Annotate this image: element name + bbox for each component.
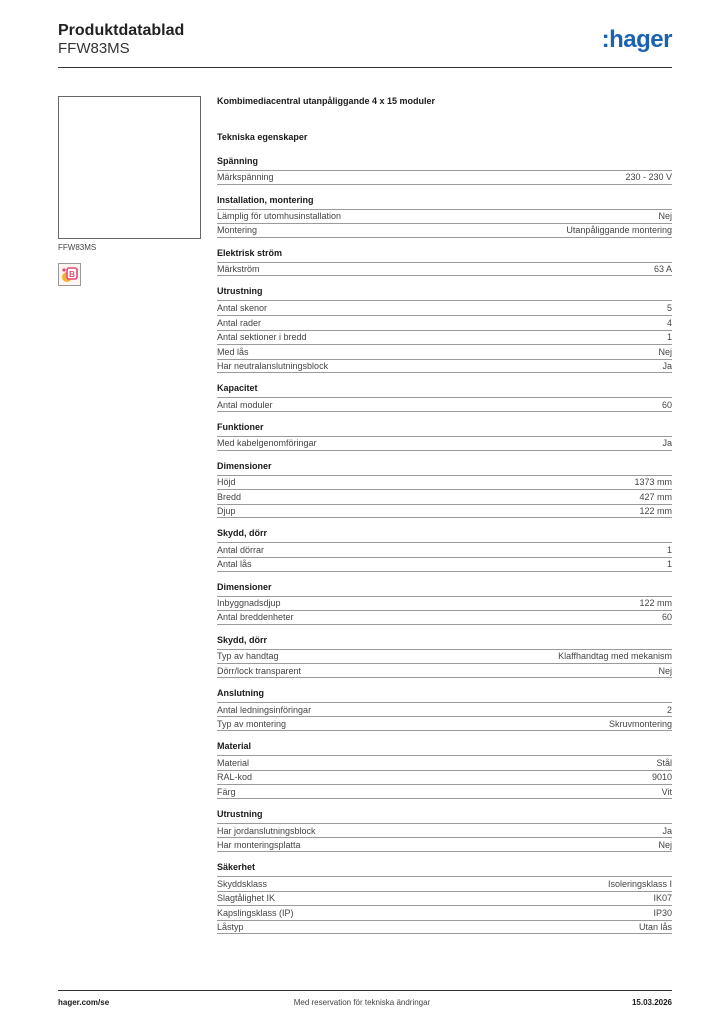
spec-row (217, 837, 672, 852)
spec-section (217, 422, 672, 451)
spec-value: Isoleringsklass I (607, 878, 672, 889)
spec-value: 1 (666, 559, 672, 570)
spec-value: Stål (656, 757, 672, 768)
spec-row (217, 223, 672, 238)
spec-row (217, 920, 672, 935)
spec-label: Material (217, 757, 250, 768)
spec-value: Ja (662, 361, 672, 372)
spec-row (217, 755, 672, 770)
spec-label: Märkström (217, 264, 260, 275)
spec-value: 60 (661, 399, 672, 410)
spec-row (217, 504, 672, 519)
spec-value: 1373 mm (634, 477, 672, 488)
spec-label: RAL-kod (217, 772, 253, 783)
spec-value: 2 (666, 704, 672, 715)
spec-value: Klaffhandtag med mekanism (558, 651, 672, 662)
spec-value: 5 (666, 303, 672, 314)
spec-row (217, 876, 672, 891)
spec-label: Antal sektioner i bredd (217, 332, 307, 343)
spec-label: Har jordanslutningsblock (217, 825, 316, 836)
spec-value: IP30 (653, 908, 672, 919)
spec-row (217, 359, 672, 374)
svg-text:B: B (69, 270, 75, 279)
spec-label: Bredd (217, 491, 242, 502)
spec-label: Montering (217, 225, 258, 236)
spec-label: Har monteringsplatta (217, 839, 301, 850)
spec-row (217, 262, 672, 277)
spec-row (217, 784, 672, 799)
spec-value: Ja (662, 438, 672, 449)
spec-value: 122 mm (639, 598, 672, 609)
spec-label: Antal ledningsinföringar (217, 704, 312, 715)
spec-value: 9010 (651, 772, 672, 783)
spec-row (217, 344, 672, 359)
spec-value: Nej (658, 346, 672, 357)
features-heading: Tekniska egenskaper (217, 132, 308, 142)
document-title: Produktdatablad (58, 22, 185, 39)
product-image (58, 96, 201, 239)
spec-value: 4 (666, 317, 672, 328)
spec-label: Inbyggnadsdjup (217, 598, 281, 609)
spec-label: Dörr/lock transparent (217, 665, 302, 676)
spec-value: 1 (666, 332, 672, 343)
header-divider (58, 67, 672, 68)
spec-row (217, 557, 672, 572)
spec-section-title: Funktioner (217, 421, 264, 432)
product-description: Kombimediacentral utanpåliggande 4 x 15 moduler (217, 96, 436, 106)
spec-row (217, 702, 672, 717)
spec-section-title: Installation, montering (217, 194, 314, 205)
spec-row (217, 542, 672, 557)
spec-row (217, 209, 672, 224)
spec-value: Ja (662, 825, 672, 836)
spec-label: Låstyp (217, 922, 244, 933)
product-image-caption: FFW83MS (58, 243, 97, 252)
spec-row (217, 610, 672, 625)
spec-row (217, 823, 672, 838)
spec-label: Typ av handtag (217, 651, 279, 662)
spec-label: Antal rader (217, 317, 262, 328)
spec-label: Med lås (217, 346, 249, 357)
spec-section-title: Skydd, dörr (217, 634, 268, 645)
spec-label: Med kabelgenomföringar (217, 438, 317, 449)
spec-label: Färg (217, 786, 236, 797)
spec-section-title: Spänning (217, 156, 258, 166)
spec-section (217, 286, 672, 373)
spec-section (217, 528, 672, 571)
spec-row (217, 489, 672, 504)
product-content (217, 96, 672, 944)
spec-value: 1 (666, 545, 672, 556)
page-header (58, 20, 672, 68)
hager-logo: :hager (601, 26, 672, 53)
spec-section-title: Skydd, dörr (217, 528, 268, 539)
specification-sections (217, 156, 672, 934)
spec-label: Slagtålighet IK (217, 893, 276, 904)
spec-value: Skruvmontering (608, 718, 672, 729)
spec-label: Djup (217, 506, 236, 517)
spec-row (217, 330, 672, 345)
spec-section (217, 156, 672, 185)
spec-value: Utan lås (638, 922, 672, 933)
spec-label: Antal lås (217, 559, 252, 570)
spec-value: 427 mm (639, 491, 672, 502)
product-code: FFW83MS (58, 40, 130, 57)
spec-row (217, 170, 672, 185)
spec-section (217, 248, 672, 277)
spec-row (217, 891, 672, 906)
spec-row (217, 770, 672, 785)
spec-section-title: Utrustning (217, 286, 263, 297)
spec-label: Antal moduler (217, 399, 273, 410)
spec-row (217, 905, 672, 920)
spec-section (217, 383, 672, 412)
spec-value: 60 (661, 612, 672, 623)
footer-divider (58, 990, 672, 991)
spec-section-title: Utrustning (217, 808, 263, 819)
spec-section (217, 741, 672, 799)
spec-row (217, 475, 672, 490)
spec-section-title: Material (217, 741, 252, 752)
spec-section-title: Dimensioner (217, 460, 272, 471)
spec-section-title: Elektrisk ström (217, 247, 283, 258)
spec-section-title: Anslutning (217, 687, 264, 698)
spec-section (217, 582, 672, 625)
spec-row (217, 397, 672, 412)
spec-value: Vit (661, 786, 672, 797)
spec-row (217, 436, 672, 451)
spec-label: Antal breddenheter (217, 612, 294, 623)
spec-label: Märkspänning (217, 172, 274, 183)
spec-value: Nej (658, 839, 672, 850)
spec-value: 122 mm (639, 506, 672, 517)
spec-value: 230 - 230 V (625, 172, 672, 183)
spec-value: Nej (658, 665, 672, 676)
spec-section-title: Säkerhet (217, 862, 256, 873)
spec-value: IK07 (653, 893, 672, 904)
spec-label: Antal dörrar (217, 545, 265, 556)
footer-date: 15.03.2026 (631, 998, 672, 1007)
spec-row (217, 663, 672, 678)
spec-label: Typ av montering (217, 718, 287, 729)
spec-value: Nej (658, 211, 672, 222)
spec-label: Har neutralanslutningsblock (217, 361, 329, 372)
spec-label: Skyddsklass (217, 878, 268, 889)
spec-section (217, 195, 672, 238)
spec-section-title: Kapacitet (217, 383, 258, 394)
spec-section (217, 461, 672, 519)
spec-value: Utanpåliggande montering (566, 225, 672, 236)
product-label-icon (58, 263, 81, 286)
spec-row (217, 300, 672, 315)
spec-value: 63 A (653, 264, 672, 275)
spec-label: Höjd (217, 477, 236, 488)
spec-label: Antal skenor (217, 303, 268, 314)
spec-section (217, 809, 672, 852)
spec-row (217, 596, 672, 611)
footer-website[interactable]: hager.com/se (58, 998, 110, 1007)
spec-section (217, 688, 672, 731)
spec-row (217, 315, 672, 330)
spec-row (217, 716, 672, 731)
spec-label: Lämplig för utomhusinstallation (217, 211, 342, 222)
footer-disclaimer: Med reservation för tekniska ändringar (293, 998, 431, 1007)
spec-label: Kapslingsklass (IP) (217, 908, 294, 919)
spec-section (217, 635, 672, 678)
spec-section-title: Dimensioner (217, 581, 272, 592)
spec-row (217, 649, 672, 664)
spec-section (217, 862, 672, 934)
